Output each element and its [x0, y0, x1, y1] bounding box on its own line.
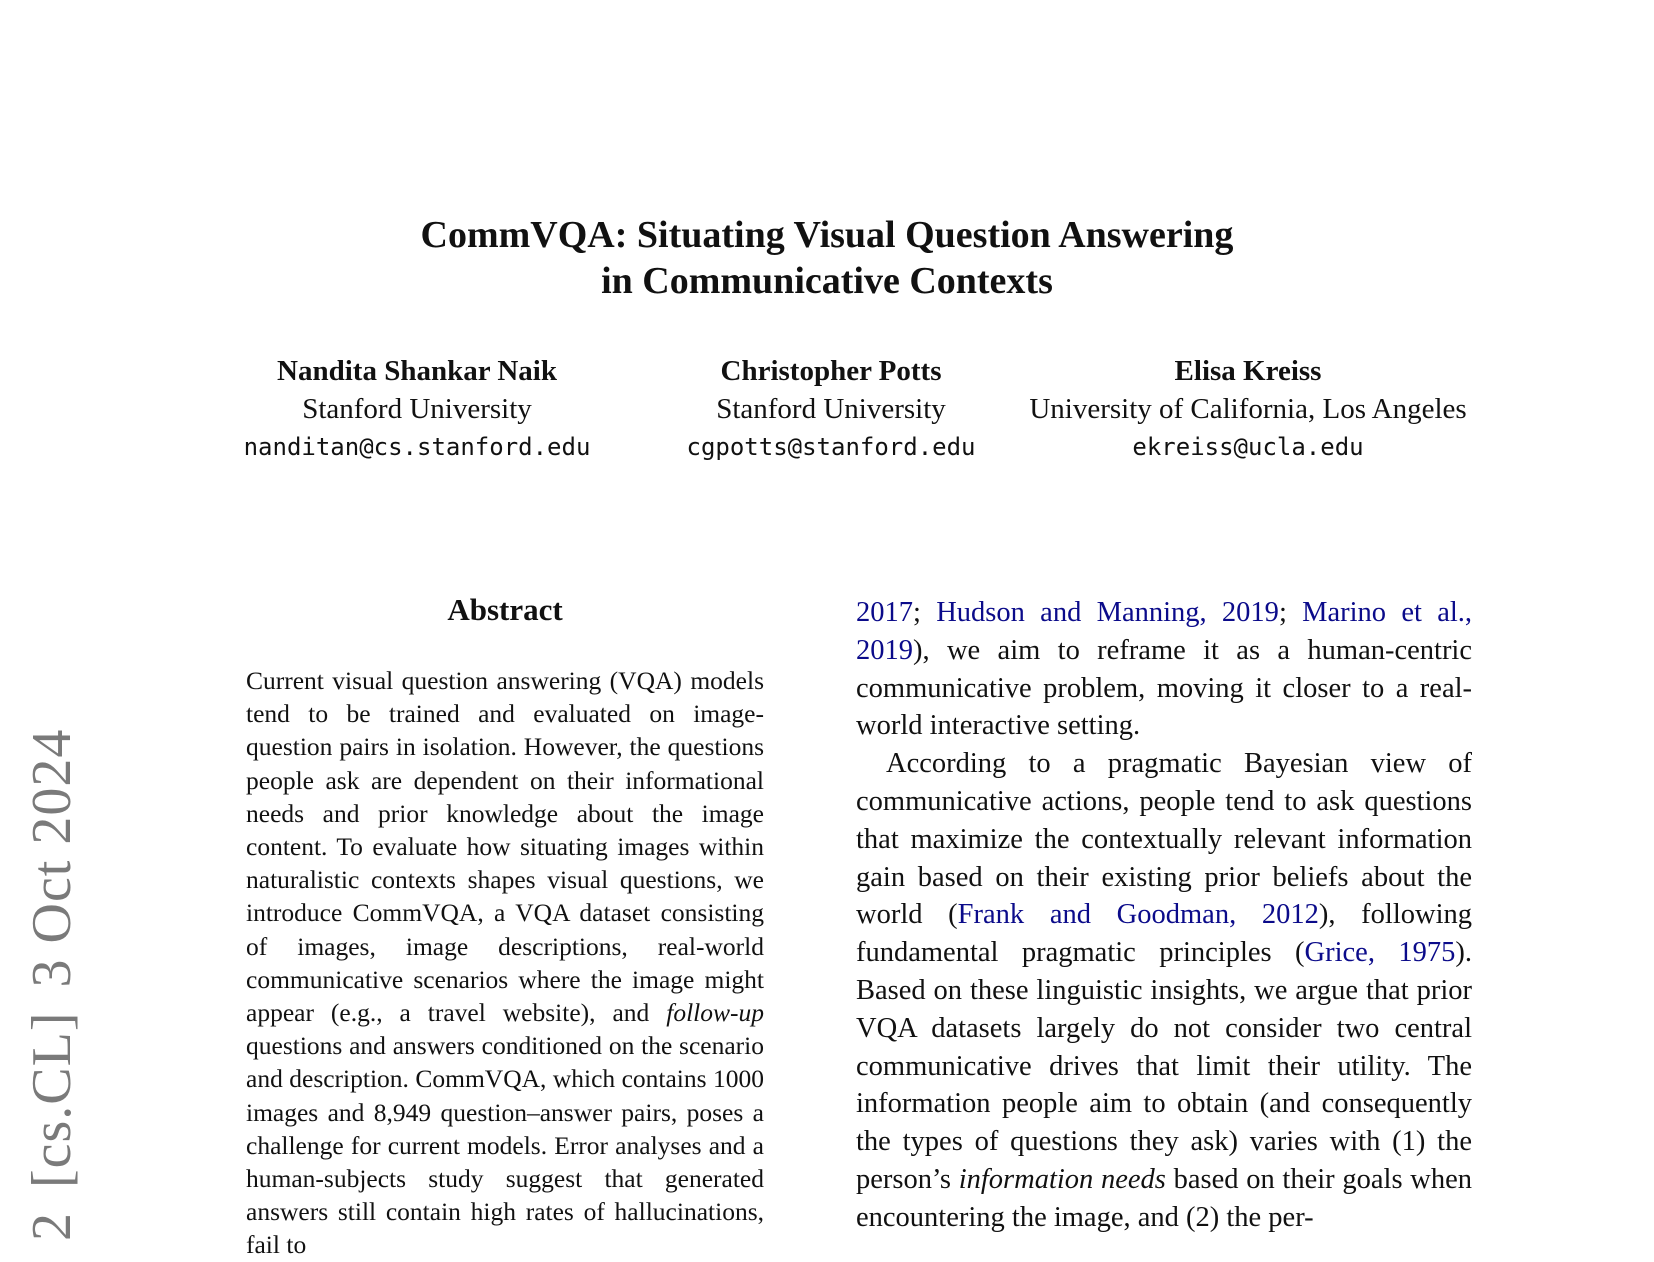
author-email[interactable]: cgpotts@stanford.edu	[686, 433, 976, 461]
abstract-heading: Abstract	[447, 592, 563, 627]
arxiv-date: 3 Oct 2024	[21, 728, 83, 988]
citation-link[interactable]: Frank and Goodman, 2012	[957, 899, 1319, 931]
author-name: Christopher Potts	[720, 355, 942, 387]
author-affiliation: Stanford University	[302, 393, 532, 425]
author-1	[244, 352, 591, 466]
arxiv-category: [cs.CL]	[21, 1011, 83, 1188]
emphasis: follow-up	[666, 998, 764, 1028]
author-name: Nandita Shankar Naik	[277, 355, 557, 387]
author-affiliation: Stanford University	[716, 393, 946, 425]
abstract-paragraph: Current visual question answering (VQA) models tend to be trained and evaluated on image-question pairs in isolation. However, the questions people ask are dependent on their informational needs and prior knowledge about the image content. To evaluate how situating images within naturalistic contexts shapes visual questions, we introduce CommVQA, a VQA dataset consisting of images, image descriptions, real-world communicative scenarios where the image might appear (e.g., a travel website), and follow-up questions and answers conditioned on the scenario and description. CommVQA, which contains 1000 images and 8,949 question–answer pairs, poses a challenge for current models. Error analyses and a human-subjects study suggest that generated answers still contain high rates of hallucinations, fail to	[246, 666, 764, 1260]
emphasis: information needs	[958, 1163, 1166, 1195]
citation-link[interactable]: Grice, 1975	[1304, 937, 1456, 969]
arxiv-id-fragment: 2	[21, 1212, 83, 1241]
abstract-body	[246, 664, 764, 1262]
author-email[interactable]: ekreiss@ucla.edu	[1132, 433, 1364, 461]
author-name: Elisa Kreiss	[1174, 355, 1322, 387]
introduction-column	[856, 594, 1472, 1237]
author-2	[687, 352, 976, 466]
arxiv-stamp	[20, 729, 84, 1241]
author-affiliation: University of California, Los Angeles	[1029, 393, 1467, 425]
citation-link[interactable]: 2017	[856, 597, 913, 628]
author-email[interactable]: nanditan@cs.stanford.edu	[243, 433, 591, 461]
citation-link[interactable]: Hudson and Manning, 2019	[936, 597, 1279, 628]
paper-title	[0, 212, 1654, 304]
paragraph-1: 2017; Hudson and Manning, 2019; Marino et al., 2019), we aim to reframe it as a human-centric communicative problem, moving it closer to a real-world interactive setting.	[856, 597, 1473, 742]
title-line-2: in Communicative Contexts	[601, 260, 1053, 302]
title-line-1: CommVQA: Situating Visual Question Answering	[420, 214, 1234, 256]
author-3	[1029, 352, 1466, 466]
paragraph-2: According to a pragmatic Bayesian view of communicative actions, people tend to ask questions that maximize the contextually relevant information gain based on their existing prior beliefs about the world (Frank and Goodman, 2012), following fundamental pragmatic principles (Grice, 1975). Based on these linguistic insights, we argue that prior VQA datasets largely do not consider two central communicative drives that limit their utility. The information people aim to obtain (and consequently the types of questions they ask) varies with (1) the person’s information needs based on their goals when encountering the image, and (2) the per-	[856, 748, 1472, 1233]
citation-link[interactable]: Marino et al., 2019	[856, 597, 1473, 666]
